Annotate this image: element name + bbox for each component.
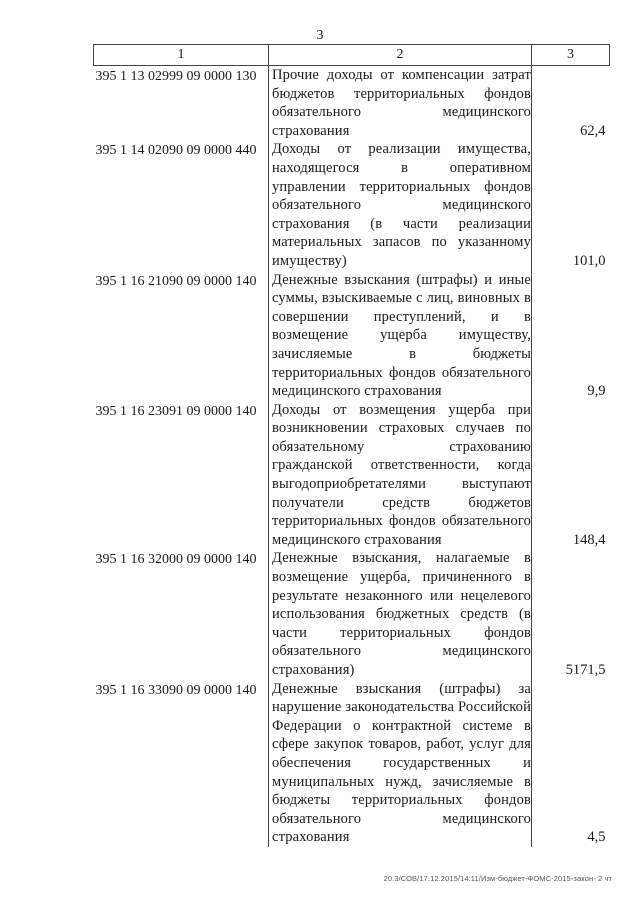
- budget-code: 395 1 13 02999 09 0000 130: [95, 69, 257, 84]
- budget-code: 395 1 16 33090 09 0000 140: [95, 682, 257, 698]
- table-row: [94, 271, 610, 401]
- income-description: Доходы от возмещения ущерба при возникновении страховых случаев по обязательному страхованию гражданской ответственности, когда выгодоприобретателями выступают получатели средств бюджетов территориальных фондов обязательного медицинского страхования: [269, 401, 532, 550]
- budget-income-table: [93, 44, 610, 847]
- amount-value: 9,9: [587, 383, 606, 400]
- income-description: Прочие доходы от компенсации затрат бюджетов территориальных фондов обязательного медицинского страхования: [269, 66, 532, 141]
- document-footer-reference: 20.3/СОВ/17.12.2015/14:11/Изм-бюджет-ФОМС-2015-закон- 2 чт: [383, 874, 612, 883]
- amount-value: 101,0: [572, 252, 606, 269]
- budget-code: 395 1 14 02090 09 0000 440: [95, 143, 257, 159]
- table-row: [94, 549, 610, 679]
- amount-value: 4,5: [587, 829, 606, 846]
- column-header-code: 1: [94, 45, 269, 66]
- income-description: Денежные взыскания (штрафы) за нарушение законодательства Российской Федерации о контрактной системе в сфере закупок товаров, работ, услуг для обеспечения государственных и муниципальных нужд, зачисляемые в бюджеты территориальных фондов обязательного медицинского страхования: [269, 680, 532, 847]
- amount-value: 5171,5: [565, 662, 606, 678]
- column-header-name: 2: [269, 45, 532, 66]
- column-header-amount: 3: [532, 45, 610, 66]
- income-description: Денежные взыскания, налагаемые в возмещение ущерба, причиненного в результате незаконного или нецелевого использования бюджетных средств (в части территориальных фондов обязательного медицинского страхования): [269, 549, 532, 679]
- budget-code: 395 1 16 23091 09 0000 140: [95, 403, 257, 419]
- table-row: [94, 401, 610, 550]
- table-row: [94, 66, 610, 141]
- table-row: [94, 140, 610, 270]
- income-description: Денежные взыскания (штрафы) и иные суммы, взыскиваемые с лиц, виновных в совершении преступлений, и в возмещение ущерба имуществу, зачисляемые в бюджеты территориальных фондов обязательного медицинского страхования: [269, 271, 532, 401]
- amount-value: 62,4: [580, 122, 606, 139]
- budget-code: 395 1 16 32000 09 0000 140: [95, 552, 257, 568]
- budget-code: 395 1 16 21090 09 0000 140: [95, 273, 257, 289]
- table-header-row: [94, 45, 610, 66]
- amount-value: 148,4: [572, 531, 606, 548]
- page-number: 3: [316, 28, 324, 43]
- table-row: [94, 680, 610, 847]
- income-description: Доходы от реализации имущества, находящегося в оперативном управлении территориальных фондов обязательного медицинского страхования (в части реализации материальных запасов по указанному имуществу): [269, 140, 532, 270]
